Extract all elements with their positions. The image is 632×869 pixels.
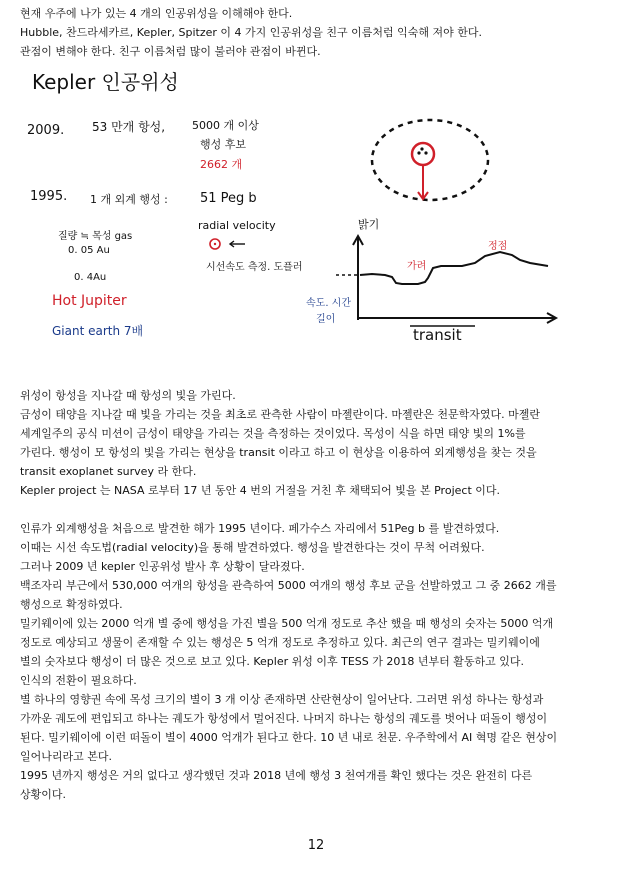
orbit-ellipse bbox=[372, 120, 488, 200]
note-stars-53: 53 만개 항성, bbox=[92, 120, 166, 134]
note-jupiter-gas: 질량 ≒ 목성 gas bbox=[58, 231, 133, 242]
notes-title: Kepler 인공위성 bbox=[32, 70, 179, 94]
note-radial-velocity: radial velocity bbox=[198, 219, 276, 232]
body-line bbox=[20, 500, 612, 519]
note-candidates-label: 행성 후보 bbox=[200, 138, 247, 151]
body-line: 밀키웨이에 있는 2000 억개 별 중에 행성을 가진 별을 500 억개 정도로 추산 했을 때 행성의 숫자는 5000 억개 bbox=[20, 617, 554, 630]
body-line: 가까운 궤도에 편입되고 하나는 궤도가 항성에서 멀어진다. 나머지 하나는 항성의 궤도를 벗어나 떠돌이 행성이 bbox=[20, 712, 548, 725]
body-line: 된다. 밀키웨이에 이런 떠돌이 별이 4000 억개가 된다고 한다. 10 년 내로 천문. 우주학에서 AI 혁명 같은 현상이 bbox=[20, 731, 558, 744]
body-line: 인류가 외계행성을 처음으로 발견한 해가 1995 년이다. 페가수스 자리에서 51Peg b 를 발견하였다. bbox=[20, 522, 500, 535]
page-number: 12 bbox=[307, 838, 325, 853]
note-au-005: 0. 05 Au bbox=[68, 245, 110, 256]
star-circle bbox=[412, 143, 434, 165]
body-text bbox=[20, 386, 612, 804]
body-line: 일어나리라고 본다. bbox=[20, 750, 113, 763]
note-doppler: 시선속도 측정. 도플러 bbox=[206, 262, 303, 273]
note-hot-jupiter: Hot Jupiter bbox=[52, 293, 127, 309]
note-candidates-5000: 5000 개 이상 bbox=[192, 119, 259, 132]
graph-label-peak: 정점 bbox=[488, 241, 508, 252]
transit-light-curve bbox=[360, 252, 548, 284]
body-line: transit exoplanet survey 라 한다. bbox=[20, 465, 197, 478]
body-line: 금성이 태양을 지나갈 때 빛을 가리는 것을 최초로 관측한 사람이 마젤란이다. 마젤란은 천문학자였다. 마젤란 bbox=[20, 408, 540, 421]
body-line: 1995 년까지 행성은 거의 없다고 생각했던 것과 2018 년에 행성 3 천여개를 확인 했다는 것은 완전히 다른 bbox=[20, 769, 533, 782]
body-line: 백조자리 부근에서 530,000 여개의 항성을 관측하여 5000 여개의 행성 후보 군을 선발하였고 그 중 2662 개를 bbox=[20, 579, 557, 592]
graph-label-length: 길이 bbox=[316, 314, 336, 325]
note-au-04: 0. 4Au bbox=[74, 272, 107, 283]
note-year-1995: 1995. bbox=[30, 189, 68, 204]
intro-line: 현재 우주에 나가 있는 4 개의 인공위성을 이해해야 한다. bbox=[20, 7, 293, 20]
graph-label-speed-time: 속도. 시간 bbox=[306, 298, 351, 309]
body-line: 상황이다. bbox=[20, 788, 67, 801]
body-line: 이때는 시선 속도법(radial velocity)을 통해 발견하였다. 행성을 발견한다는 것이 무척 어려웠다. bbox=[20, 541, 485, 554]
body-line: 별의 숫자보다 행성이 더 많은 것으로 보고 있다. Kepler 위성 이후 TESS 가 2018 년부터 활동하고 있다. bbox=[20, 655, 524, 668]
body-line: 인식의 전환이 필요하다. bbox=[20, 674, 137, 687]
note-confirmed-2662: 2662 개 bbox=[200, 158, 243, 171]
note-year-2009: 2009. bbox=[27, 123, 65, 138]
graph-label-transit: transit bbox=[413, 326, 462, 344]
body-line: 그러나 2009 년 kepler 인공위성 발사 후 상황이 달라졌다. bbox=[20, 560, 305, 573]
graph-label-brightness: 밝기 bbox=[358, 218, 380, 231]
body-line: 위성이 항성을 지나갈 때 항성의 빛을 가린다. bbox=[20, 389, 236, 402]
body-line: 가린다. 행성이 모 항성의 빛을 가리는 현상을 transit 이라고 하고 이 현상을 이용하여 외계행성을 찾는 것을 bbox=[20, 446, 537, 459]
body-line: Kepler project 는 NASA 로부터 17 년 동안 4 번의 거절을 거친 후 채택되어 빛을 본 Project 이다. bbox=[20, 484, 500, 497]
body-line: 정도로 예상되고 생물이 존재할 수 있는 행성은 5 억개 정도로 추정하고 있다. 최근의 연구 결과는 밀키웨이에 bbox=[20, 636, 540, 649]
intro-line: 관점이 변해야 한다. 친구 이름처럼 많이 불러야 관점이 바뀐다. bbox=[20, 45, 321, 58]
note-one-exoplanet: 1 개 외계 행성 : bbox=[90, 193, 168, 206]
graph-label-occlusion: 가려 bbox=[407, 261, 427, 272]
body-line: 행성으로 확정하였다. bbox=[20, 598, 123, 611]
body-line: 세계일주의 공식 미션이 금성이 태양을 가리는 것을 측정하는 것이었다. 목성이 식을 하면 태양 빛의 1%를 bbox=[20, 427, 526, 440]
note-giant-earth: Giant earth 7배 bbox=[52, 324, 144, 338]
note-51-peg-b: 51 Peg b bbox=[200, 191, 257, 206]
intro-line: Hubble, 찬드라세카르, Kepler, Spitzer 이 4 가지 인공위성을 친구 이름처럼 익숙해 져야 한다. bbox=[20, 26, 483, 39]
body-line: 별 하나의 영향권 속에 목성 크기의 별이 3 개 이상 존재하면 산란현상이 일어난다. 그러면 위성 하나는 항성과 bbox=[20, 693, 544, 706]
